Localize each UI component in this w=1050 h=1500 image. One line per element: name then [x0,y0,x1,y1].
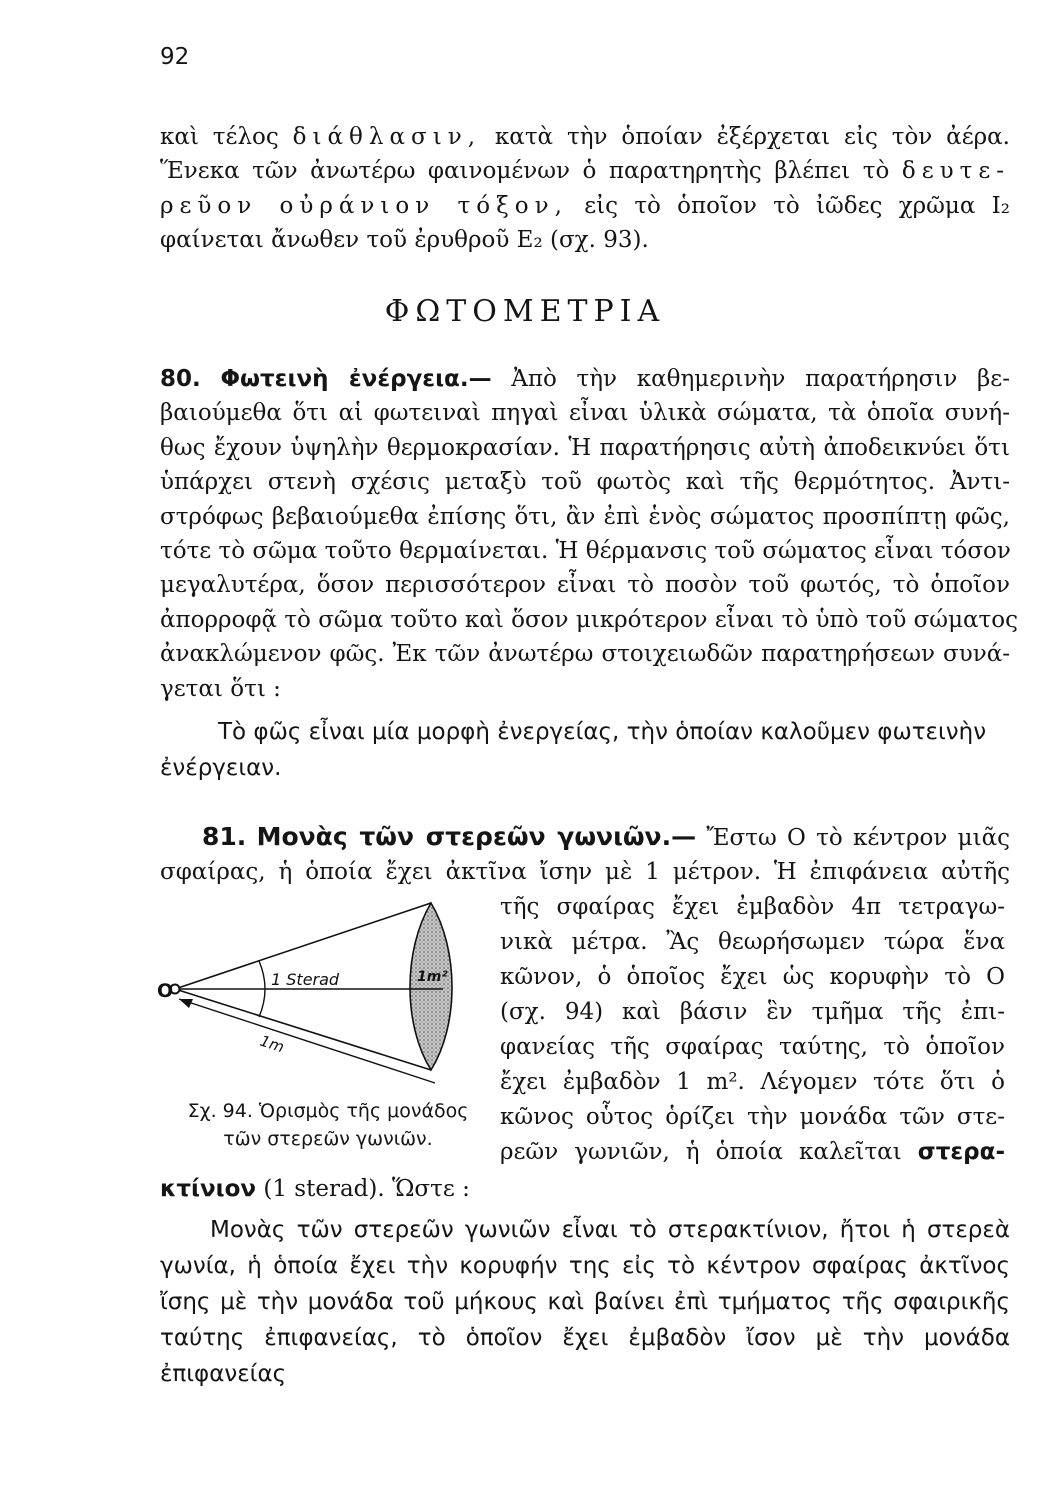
term-line: κτίνιον (1 sterad). Ὥστε : [160,1176,470,1202]
section-80-line-6: τότε τὸ σῶμα τοῦτο θερμαίνεται. Ἡ θέρμανσις τοῦ σώματος εἶναι τόσον [160,538,1011,565]
figure-94-caption [158,1097,498,1153]
caption-line-2: τῶν στερεῶν γωνιῶν. [223,1128,433,1150]
section-81-statement [160,1212,1010,1392]
section-81-term-line [160,1172,1010,1206]
right-line-5: φανείας τῆς σφαίρας ταύτης, τὸ ὁποῖον [500,1034,1005,1060]
radius-label: 1m [257,1031,287,1057]
right-line-8: ρεῶν γωνιῶν, ἡ ὁποία καλεῖται στερα- [500,1139,1005,1165]
section-80-line-3: θως ἔχουν ὑψηλὴν θερμοκρασίαν. Ἡ παρατήρησις αὐτὴ ἀποδεικνύει ὅτι [160,434,1010,461]
section-80-statement-line-2: ἐνέργειαν. [160,755,282,781]
section-80-title: Φωτεινὴ ἐνέργεια.— [220,366,492,392]
intro-line-4: φαίνεται ἄνωθεν τοῦ ἐρυθροῦ E₂ (σχ. 93). [160,227,649,254]
section-80-statement [160,714,1010,786]
section-80-paragraph [160,362,1018,706]
section-80-line-4: ὑπάρχει στενὴ σχέσις μεταξὺ τοῦ φωτὸς καὶ τῆς θερμότητος. Ἀντι- [160,469,1010,496]
section-heading: ΦΩΤΟΜΕΤΡΙΑ [384,294,666,329]
section-81-line-1: 81. Μονὰς τῶν στερεῶν γωνιῶν.— Ἔστω O τὸ κέντρον μιᾶς [202,822,1010,851]
right-line-1: τῆς σφαίρας ἔχει ἐμβαδὸν 4π τετραγω- [500,894,1005,920]
intro-line-2: Ἕνεκα τῶν ἀνωτέρω φαινομένων ὁ παρατηρητὴς βλέπει τὸ δευτε- [160,158,1011,185]
radius-arrowhead [179,999,193,1008]
section-80-line-9: ἀνακλώμενον φῶς. Ἐκ τῶν ἀνωτέρω στοιχειωδῶν παρατηρήσεων συνά- [160,641,1010,668]
radius-arrow [179,999,435,1083]
intro-line-3: ρεῦον οὐράνιον τόξον, εἰς τὸ ὁποῖον τὸ ἰῶδες χρῶμα I₂ [160,192,1010,219]
section-81-statement-line-4: ταύτης ἐπιφανείας, τὸ ὁποῖον ἔχει ἐμβαδὸν ἴσον μὲ τὴν μονάδα [160,1325,1010,1351]
section-81-statement-line-3: ἴσης μὲ τὴν μονάδα τοῦ μήκους καὶ βαίνει ἐπὶ τμήματος τῆς σφαιρικῆς [160,1289,1010,1315]
section-80-line-10: γεται ὅτι : [160,675,281,702]
section-80-line-8: ἀπορροφᾷ τὸ σῶμα τοῦτο καὶ ὅσον μικρότερον εἶναι τὸ ὑπὸ τοῦ σώματος [160,606,1018,633]
term-steraktinion-part1: στερα- [917,1139,1005,1165]
section-81-statement-line-5: ἐπιφανείας [160,1361,287,1387]
section-81-statement-line-2: γωνία, ἡ ὁποία ἔχει τὴν κορυφήν της εἰς τὸ κέντρον σφαίρας ἀκτῖνος [160,1253,1010,1279]
figure-94-cone-diagram [155,895,495,1095]
right-line-2: νικὰ μέτρα. Ἂς θεωρήσωμεν τώρα ἕνα [500,929,1005,955]
section-80-number: 80. [160,366,201,392]
section-81-statement-line-1: Μονὰς τῶν στερεῶν γωνιῶν εἶναι τὸ στερακτίνιον, ἤτοι ἡ στερεὰ [210,1217,1010,1243]
section-80-line-7: μεγαλυτέρα, ὅσον περισσότερον εἶναι τὸ ποσὸν τοῦ φωτός, τὸ ὁποῖον [160,572,1010,599]
section-80-line-1: 80. Φωτεινὴ ἐνέργεια.— Ἀπὸ τὴν καθημερινὴν παρατήρησιν βε- [160,366,1010,392]
intro-line-1: καὶ τέλος διάθλασιν, κατὰ τὴν ὁποίαν ἐξέρχεται εἰς τὸν ἀέρα. [160,124,1010,150]
section-81-right-column [500,890,1005,1170]
area-label: 1m² [417,969,448,985]
right-line-4: (σχ. 94) καὶ βάσιν ἓν τμῆμα τῆς ἐπι- [500,999,1005,1025]
section-81-number: 81. [202,822,247,851]
section-80-line-2: βαιούμεθα ὅτι αἱ φωτειναὶ πηγαὶ εἶναι ὑλικὰ σώματα, τὰ ὁποῖα συνή- [160,400,1010,427]
caption-line-1: Σχ. 94. Ὁρισμὸς τῆς μονάδος [187,1100,469,1122]
cone-lower-edge [175,989,431,1070]
angle-label: 1 Sterad [271,970,340,989]
section-80-line-5: στρόφως βεβαιούμεθα ἐπίσης ὅτι, ἂν ἐπὶ ἑνὸς σώματος προσπίπτῃ φῶς, [160,503,1010,530]
spherical-cap-base [410,903,452,1070]
right-line-6: ἔχει ἐμβαδὸν 1 m². Λέγομεν τότε ὅτι ὁ [500,1069,1005,1095]
section-81-paragraph [160,820,1010,890]
vertex-label: O [157,980,174,1002]
section-81-title: Μονὰς τῶν στερεῶν γωνιῶν.— [256,822,697,851]
term-steraktinion-part2: κτίνιον [160,1176,257,1202]
right-line-3: κῶνον, ὁ ὁποῖος ἔχει ὡς κορυφὴν τὸ O [500,964,1005,990]
right-line-7: κῶνος οὗτος ὁρίζει τὴν μονάδα τῶν στε- [500,1104,1005,1130]
section-81-line-2: σφαίρας, ἡ ὁποία ἔχει ἀκτῖνα ἴσην μὲ 1 μέτρον. Ἡ ἐπιφάνεια αὐτῆς [160,859,1010,886]
page-number: 92 [160,44,190,70]
intro-paragraph [160,120,1010,258]
section-80-statement-line-1: Τὸ φῶς εἶναι μία μορφὴ ἐνεργείας, τὴν ὁποίαν καλοῦμεν φωτεινὴν [218,719,987,745]
